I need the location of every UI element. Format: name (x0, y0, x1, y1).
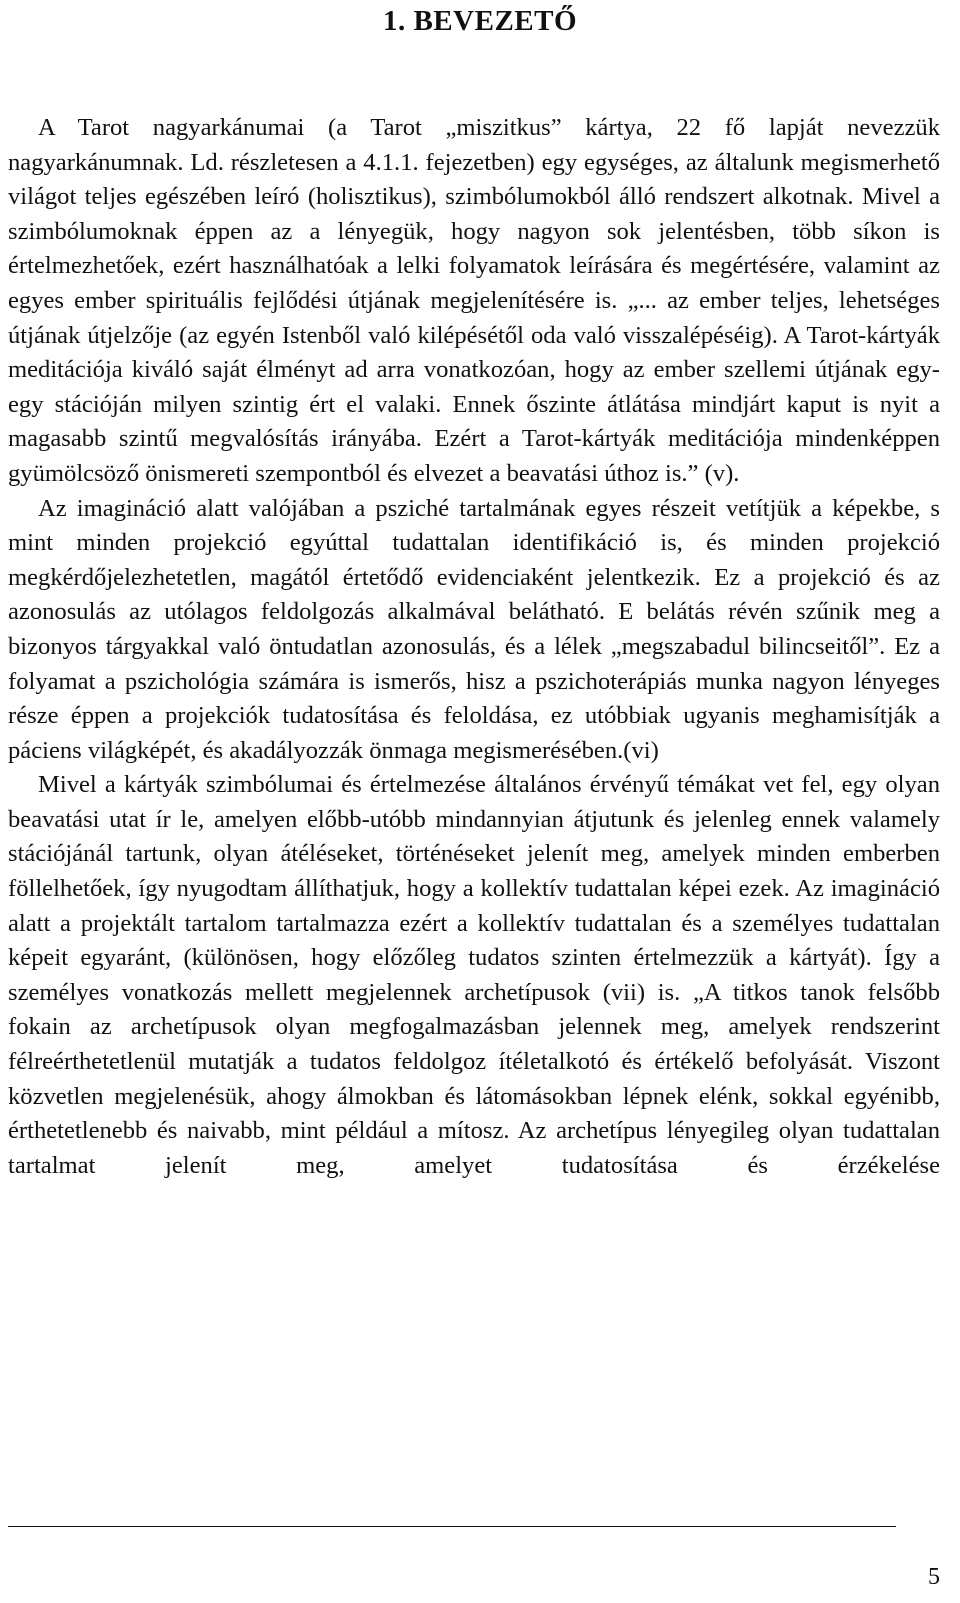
paragraph-intro: A Tarot nagyarkánumai (a Tarot „miszitkus” kártya, 22 fő lapját nevezzük nagyarkánumnak. Ld. részletesen a 4.1.1. fejezetben) egy egységes, az általunk megismerhető világot teljes egészében leíró (holisztikus), szimbólumokból álló rendszert alkotnak. Mivel a szimbólumoknak éppen az a lényegük, hogy nagyon sok jelentésben, több síkon is értelmezhetőek, ezért használhatóak a lelki folyamatok leírására és megértésére, valamint az egyes ember spirituális fejlődési útjának megjelenítésére is. „... az ember teljes, lehetséges útjának útjelzője (az egyén Istenből való kilépésétől oda való visszalépéséig). A Tarot-kártyák meditációja kiváló saját élményt ad arra vonatkozóan, hogy az ember szellemi útjának egy-egy stációján milyen szintig ért el valaki. Ennek őszinte átlátása mindjárt kaput is nyit a magasabb szintű megvalósítás irányába. Ezért a Tarot-kártyák meditációja mindenképpen gyümölcsöző önismereti szempontból és elvezet a beavatási úthoz is.” (v). (8, 114, 940, 487)
page-number: 5 (928, 1564, 940, 1590)
body-text (8, 111, 940, 1183)
paragraph-archetypes: Mivel a kártyák szimbólumai és értelmezése általános érvényű témákat vet fel, egy olyan beavatási utat ír le, amelyen előbb-utóbb mindannyian átjutunk és jelenleg ennek valamely stációjánál tartunk, olyan átéléseket, történéseket jelenít meg, amelyek minden emberben föllelhetőek, így nyugodtam állíthatjuk, hogy a kollektív tudattalan képei ezek. Az imagináció alatt a projektált tartalom tartalmazza ezért a kollektív tudattalan és a személyes tudattalan képeit egyaránt, (különösen, hogy előzőleg tudatos szinten értelmezzük a kártyát). Így a személyes vonatkozás mellett megjelennek archetípusok (vii) is. „A titkos tanok felsőbb fokain az archetípusok olyan megfogalmazásban jelennek meg, amelyek rendszerint félreérthetetlenül mutatják a tudatos feldolgoz ítéletalkotó és értékelő befolyását. Viszont közvetlen megjelenésük, ahogy álmokban és látomásokban lépnek elénk, sokkal egyénibb, érthetetlenebb és naivabb, mint például a mítosz. Az archetípus lényegileg olyan tudattalan tartalmat jelenít meg, amelyet tudatosítása és érzékelése (8, 771, 940, 1179)
paragraph-imagination: Az imagináció alatt valójában a psziché tartalmának egyes részeit vetítjük a képekbe, s mint minden projekció egyúttal tudattalan identifikáció is, és minden projekció megkérdőjelezhetetlen, magától értetődő evidenciaként jelentkezik. Ez a projekció és az azonosulás az utólagos feldolgozás alkalmával belátható. E belátás révén szűnik meg a bizonyos tárgyakkal való öntudatlan azonosulás, és a lélek „megszabadul bilincseitől”. Ez a folyamat a pszichológia számára is ismerős, hisz a pszichoterápiás munka nagyon lényeges része éppen a projekciók tudatosítása és feloldása, ez utóbbiak ugyanis meghamisítják a páciens világképét, és akadályozzák önmaga megismerésében.(vi) (8, 494, 940, 764)
page-title: 1. BEVEZETŐ (382, 5, 578, 37)
footnote-separator (8, 1526, 896, 1527)
